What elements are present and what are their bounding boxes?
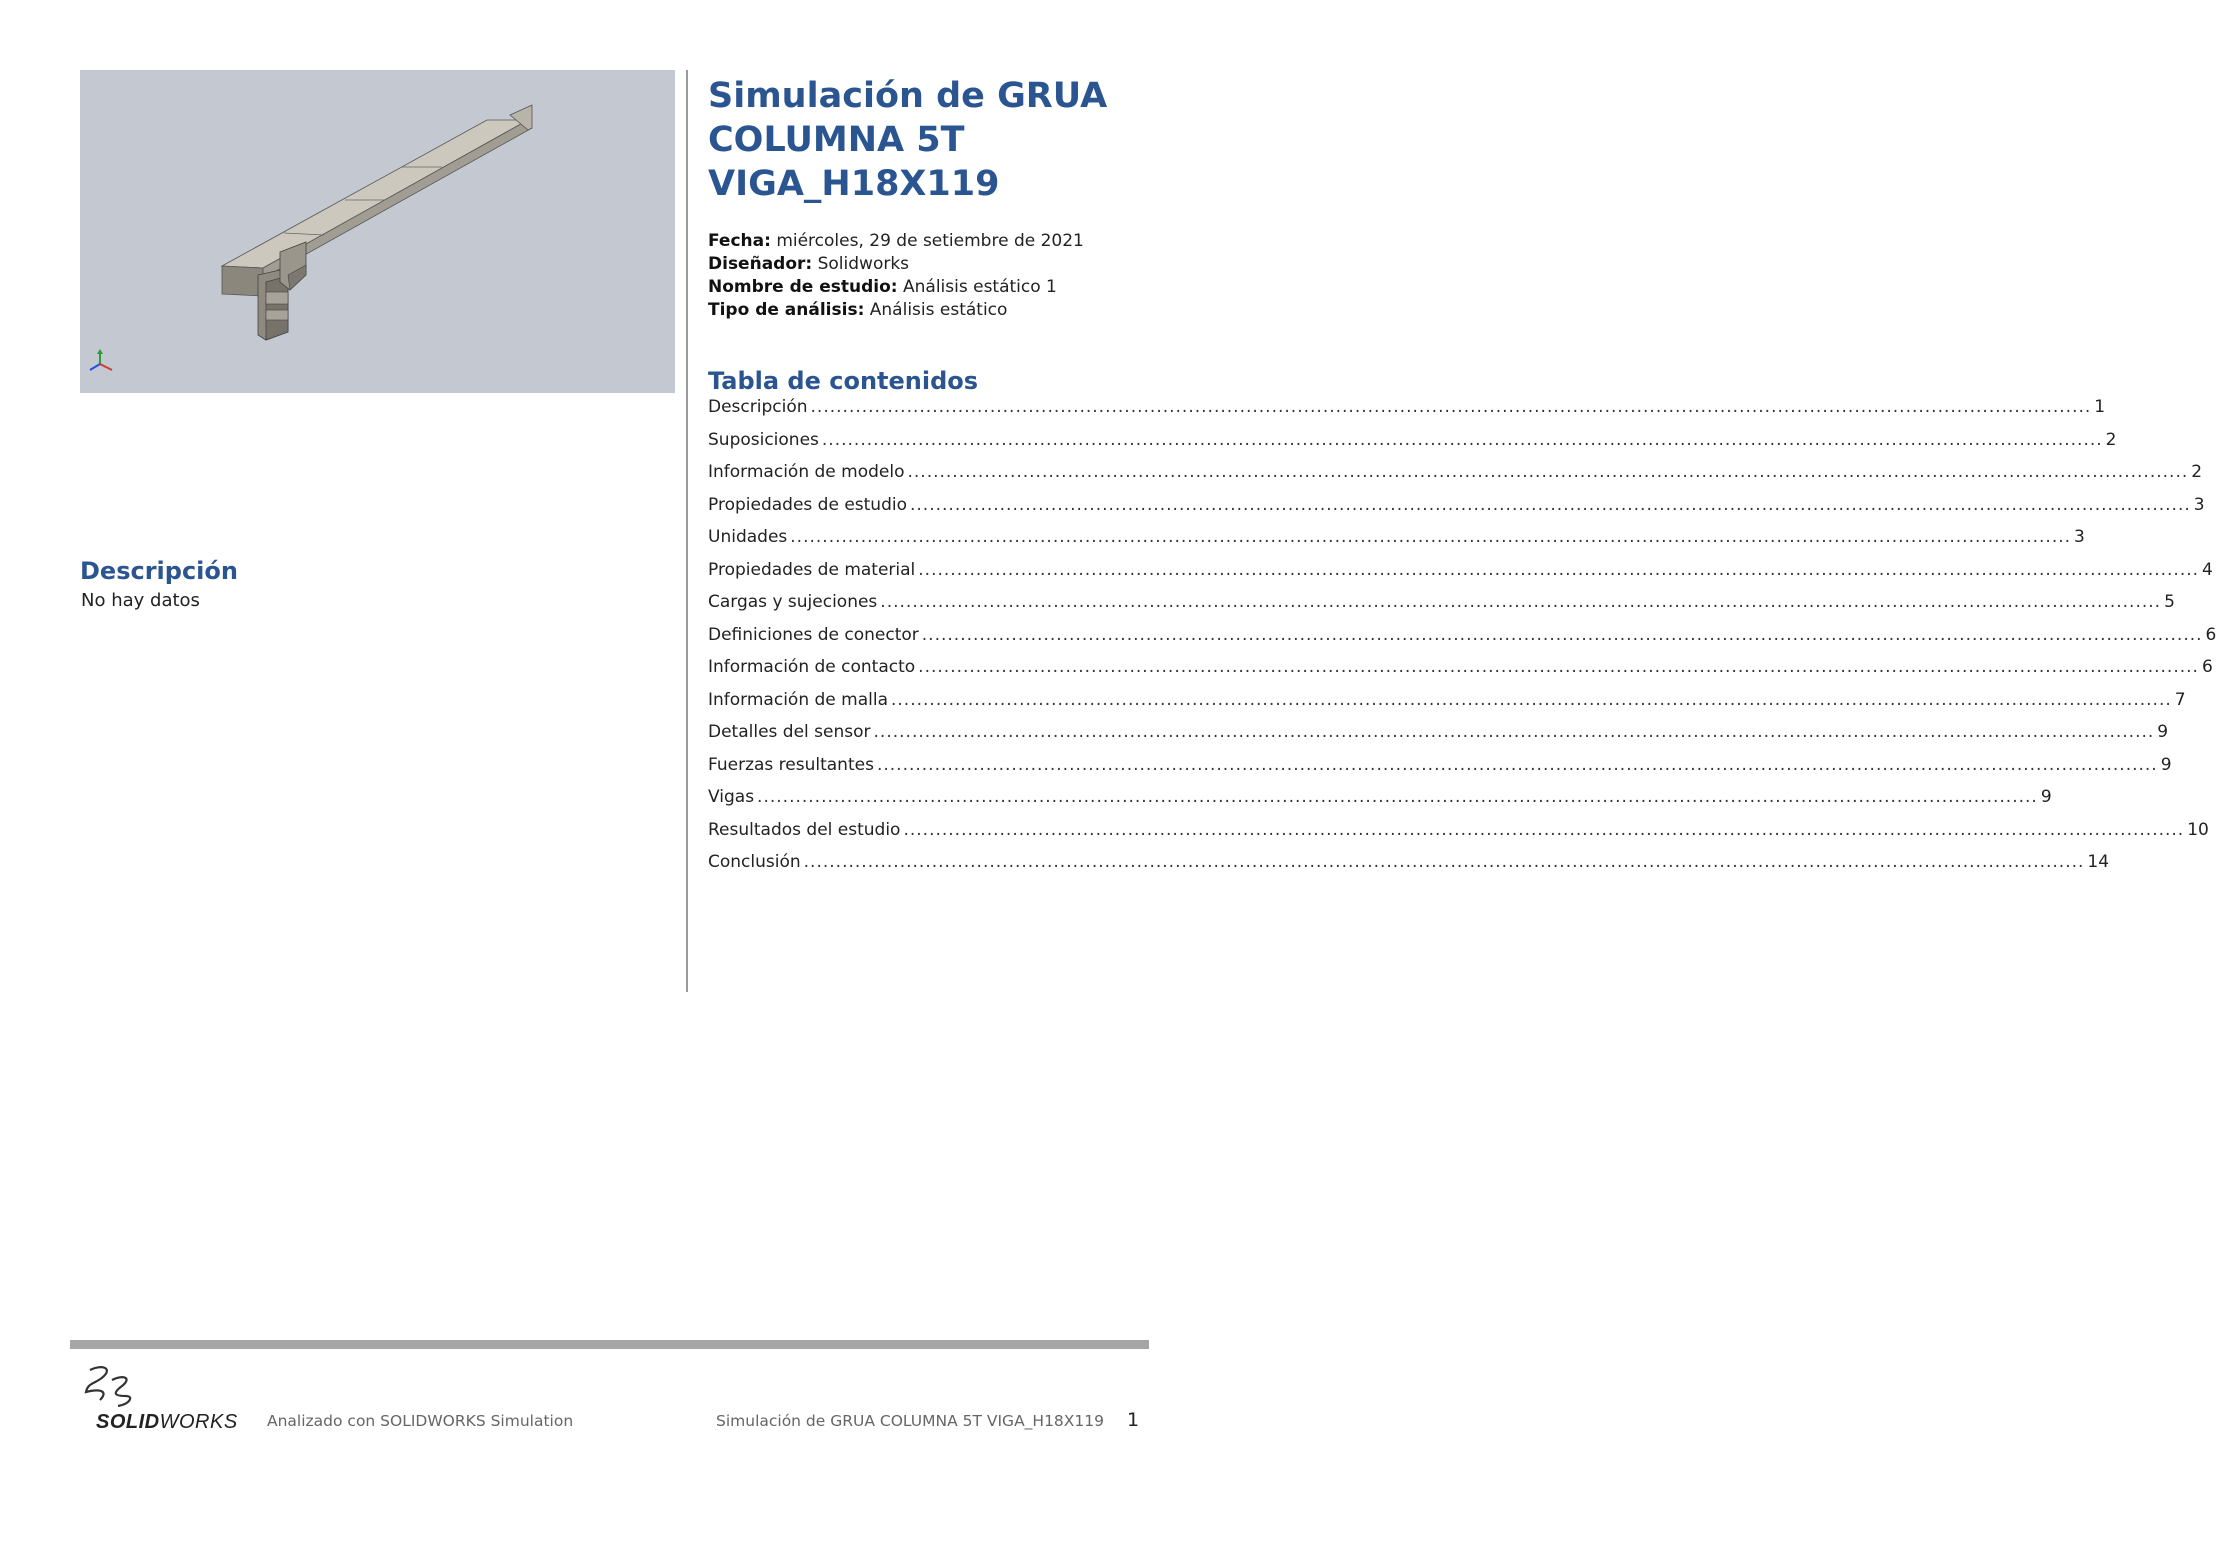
toc-item-page: 2 <box>2105 429 2117 450</box>
toc-link-fuerzas-resultantes[interactable] <box>708 754 2172 788</box>
toc-leader: ........................................................................................................................................................................................................ <box>873 722 2155 742</box>
toc-item-label: Vigas <box>708 787 755 807</box>
solidworks-logo <box>82 1362 242 1437</box>
brand-wordmark <box>96 1411 238 1434</box>
analysis-type-row <box>708 299 1178 322</box>
table-of-contents <box>708 397 2216 885</box>
column-divider <box>686 70 688 992</box>
toc-link-propiedades-material[interactable] <box>708 559 2213 593</box>
page-number: 1 <box>1127 1409 1140 1431</box>
toc-link-definiciones-conector[interactable] <box>708 624 2216 658</box>
footer-analyzed-with: Analizado con SOLIDWORKS Simulation <box>267 1412 574 1430</box>
toc-item-page: 1 <box>2094 397 2106 417</box>
study-name-row <box>708 276 1178 299</box>
designer-value: Solidworks <box>817 254 910 274</box>
study-name-label: Nombre de estudio: <box>708 277 898 297</box>
toc-leader: ........................................................................................................................................................................................................ <box>790 527 2072 547</box>
toc-item-page: 6 <box>2201 657 2213 677</box>
toc-item-page: 9 <box>2160 754 2172 775</box>
toc-leader: ........................................................................................................................................................................................................ <box>907 462 2189 482</box>
toc-item-label: Información de contacto <box>708 657 916 677</box>
toc-item-label: Propiedades de estudio <box>708 494 907 515</box>
toc-item-page: 9 <box>2040 787 2052 807</box>
toc-item-label: Información de malla <box>708 689 888 710</box>
footer-doc-title: Simulación de GRUA COLUMNA 5T VIGA_H18X119 <box>716 1412 1104 1430</box>
toc-leader: ........................................................................................................................................................................................................ <box>876 754 2158 775</box>
toc-item-label: Unidades <box>708 527 788 547</box>
date-value: miércoles, 29 de setiembre de 2021 <box>776 231 1084 251</box>
footer-divider <box>70 1340 1149 1349</box>
toc-link-informacion-modelo[interactable] <box>708 462 2203 495</box>
toc-item-label: Suposiciones <box>708 429 819 450</box>
designer-label: Diseñador: <box>708 254 813 274</box>
designer-row <box>708 253 1178 276</box>
study-name-value: Análisis estático 1 <box>903 277 1057 297</box>
toc-link-conclusion[interactable] <box>708 852 2110 885</box>
toc-item-page: 9 <box>2157 722 2169 742</box>
toc-item-page: 14 <box>2087 852 2110 872</box>
study-info <box>708 230 1178 322</box>
crane-beam-model-image <box>80 70 675 393</box>
toc-heading: Tabla de contenidos <box>708 367 979 395</box>
toc-leader: ........................................................................................................................................................................................................ <box>891 689 2172 710</box>
analysis-type-value: Análisis estático <box>869 300 1008 320</box>
toc-leader: ........................................................................................................................................................................................................ <box>918 559 2200 580</box>
toc-item-label: Resultados del estudio <box>708 819 901 840</box>
toc-link-vigas[interactable] <box>708 787 2052 820</box>
toc-leader: ........................................................................................................................................................................................................ <box>903 819 2185 840</box>
toc-leader: ........................................................................................................................................................................................................ <box>910 494 2191 515</box>
toc-leader: ........................................................................................................................................................................................................ <box>918 657 2199 677</box>
description-heading: Descripción <box>80 557 238 585</box>
toc-leader: ........................................................................................................................................................................................................ <box>810 397 2092 417</box>
toc-link-suposiciones[interactable] <box>708 429 2117 463</box>
ds-logo-icon <box>82 1362 142 1412</box>
toc-leader: ........................................................................................................................................................................................................ <box>921 624 2203 645</box>
toc-item-page: 4 <box>2202 559 2213 580</box>
toc-item-label: Información de modelo <box>708 462 905 482</box>
toc-item-page: 3 <box>2074 527 2085 547</box>
toc-link-resultados-estudio[interactable] <box>708 819 2209 853</box>
toc-link-detalles-sensor[interactable] <box>708 722 2169 755</box>
brand-rest: WORKS <box>159 1411 238 1433</box>
toc-link-unidades[interactable] <box>708 527 2085 560</box>
toc-leader: ........................................................................................................................................................................................................ <box>880 592 2162 612</box>
toc-item-page: 2 <box>2191 462 2203 482</box>
toc-item-page: 5 <box>2164 592 2175 612</box>
toc-item-label: Conclusión <box>708 852 801 872</box>
date-label: Fecha: <box>708 231 771 251</box>
toc-item-page: 6 <box>2205 624 2216 645</box>
toc-item-page: 10 <box>2187 819 2209 840</box>
toc-leader: ........................................................................................................................................................................................................ <box>803 852 2085 872</box>
toc-item-label: Cargas y sujeciones <box>708 592 878 612</box>
toc-link-informacion-malla[interactable] <box>708 689 2186 723</box>
toc-link-descripcion[interactable] <box>708 397 2106 430</box>
toc-link-propiedades-estudio[interactable] <box>708 494 2205 528</box>
coordinate-triad-icon <box>86 348 126 388</box>
toc-item-label: Definiciones de conector <box>708 624 919 645</box>
page-title: Simulación de GRUA COLUMNA 5T VIGA_H18X119 <box>708 76 1108 204</box>
brand-bold: SOLID <box>96 1411 160 1433</box>
toc-item-label: Fuerzas resultantes <box>708 754 874 775</box>
toc-item-page: 3 <box>2193 494 2205 515</box>
toc-leader: ........................................................................................................................................................................................................ <box>757 787 2038 807</box>
toc-item-label: Detalles del sensor <box>708 722 871 742</box>
toc-link-cargas-sujeciones[interactable] <box>708 592 2175 625</box>
toc-leader: ........................................................................................................................................................................................................ <box>821 429 2103 450</box>
date-row <box>708 230 1178 253</box>
toc-link-informacion-contacto[interactable] <box>708 657 2213 690</box>
model-viewport <box>80 70 675 393</box>
toc-item-label: Propiedades de material <box>708 559 916 580</box>
toc-item-page: 7 <box>2174 689 2186 710</box>
toc-item-label: Descripción <box>708 397 808 417</box>
analysis-type-label: Tipo de análisis: <box>708 300 865 320</box>
description-text: No hay datos <box>81 590 200 611</box>
